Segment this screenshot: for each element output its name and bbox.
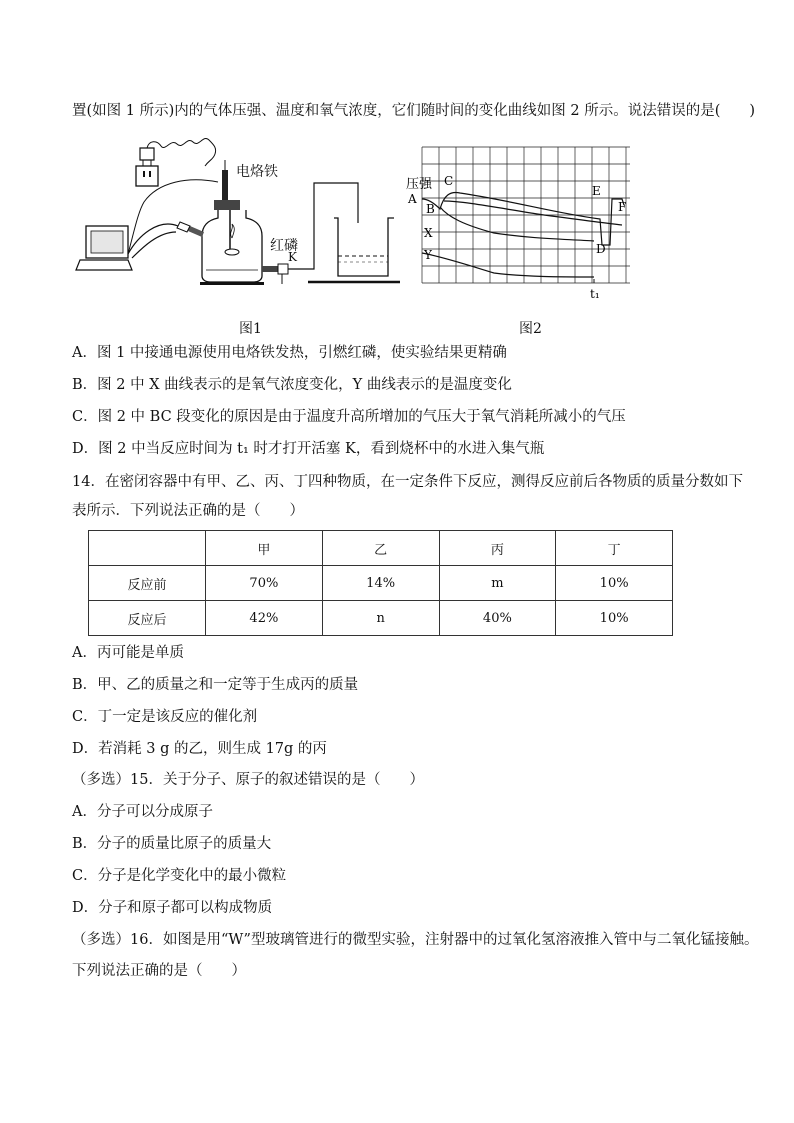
curve-y: [422, 253, 594, 277]
label-e: E: [592, 184, 601, 198]
q13-option-a: A．图 1 中接通电源使用电烙铁发热，引燃红磷，使实验结果更精确: [72, 345, 507, 361]
label-t1: t₁: [590, 287, 600, 301]
q14-option-b: B．甲、乙的质量之和一定等于生成丙的质量: [72, 677, 359, 693]
table-cell: 42%: [206, 601, 323, 636]
label-d: D: [596, 242, 606, 256]
figure-1-label-phosphorus: 红磷: [270, 238, 298, 254]
q14-option-c: C．丁一定是该反应的催化剂: [72, 709, 258, 725]
q15-option-a: A．分子可以分成原子: [72, 804, 213, 820]
label-b: B: [426, 202, 435, 216]
label-y: Y: [424, 248, 432, 262]
label-a: A: [408, 192, 417, 206]
q14-stem-line2: 表所示．下列说法正确的是（ ）: [72, 503, 304, 519]
table-cell: 反应后: [89, 601, 206, 636]
table-header-row: [89, 531, 673, 566]
chart-grid: [422, 147, 630, 283]
table-row: [89, 566, 673, 601]
pressure-curve: [422, 193, 627, 245]
curve-x: [440, 207, 594, 241]
figure-1-label-k: K: [288, 250, 297, 264]
table-header-cell: 丙: [439, 531, 556, 566]
power-socket: [136, 166, 158, 186]
table-cell: 40%: [439, 601, 556, 636]
table-cell: m: [439, 566, 556, 601]
label-f: F: [618, 200, 627, 214]
table-cell: n: [322, 601, 439, 636]
curve-upper: [444, 201, 622, 225]
table-header-cell: 甲: [206, 531, 323, 566]
table-cell: 70%: [206, 566, 323, 601]
q13-option-d: D．图 2 中当反应时间为 t₁ 时才打开活塞 K，看到烧杯中的水进入集气瓶: [72, 441, 545, 457]
q13-option-b: B．图 2 中 X 曲线表示的是氧气浓度变化，Y 曲线表示的是温度变化: [72, 377, 512, 393]
table-cell: 10%: [556, 601, 673, 636]
table-cell: 反应前: [89, 566, 206, 601]
table-cell: 10%: [556, 566, 673, 601]
q15-option-d: D．分子和原子都可以构成物质: [72, 900, 273, 916]
figure-1-caption: 图1: [239, 321, 262, 337]
q14-data-table: [88, 530, 673, 636]
q15-option-b: B．分子的质量比原子的质量大: [72, 836, 272, 852]
label-c: C: [444, 174, 454, 188]
figure-2-caption: 图2: [519, 321, 542, 337]
q16-stem-line1: （多选）16．如图是用“W”型玻璃管进行的微型实验，注射器中的过氧化氢溶液推入管中与二氧化锰接触。: [72, 932, 759, 948]
table-header-cell: 丁: [556, 531, 673, 566]
q13-option-c: C．图 2 中 BC 段变化的原因是由于温度升高所增加的气压大于氧气消耗所减小的气压: [72, 409, 626, 425]
table-header-cell: [89, 531, 206, 566]
q14-stem-line1: 14．在密闭容器中有甲、乙、丙、丁四种物质，在一定条件下反应，测得反应前后各物质的质量分数如下: [72, 474, 743, 490]
label-pressure: 压强: [406, 177, 433, 192]
q15-option-c: C．分子是化学变化中的最小微粒: [72, 868, 287, 884]
q16-stem-line2: 下列说法正确的是（ ）: [72, 963, 246, 979]
soldering-iron: [222, 170, 228, 200]
beaker: [334, 218, 394, 276]
gas-collecting-bottle: [202, 210, 262, 282]
q14-option-a: A．丙可能是单质: [72, 645, 184, 661]
table-header-cell: 乙: [322, 531, 439, 566]
q14-option-d: D．若消耗 3 g 的乙，则生成 17g 的丙: [72, 741, 327, 757]
figure-2-chart: [404, 143, 644, 303]
figure-1-label-iron: 电烙铁: [236, 164, 278, 180]
table-cell: 14%: [322, 566, 439, 601]
figure-1-beaker: [308, 180, 408, 290]
label-x: X: [424, 226, 433, 240]
q15-stem: （多选）15．关于分子、原子的叙述错误的是（ ）: [72, 772, 424, 788]
coiled-wire: [147, 138, 216, 166]
table-row: [89, 601, 673, 636]
question-intro-line: 置(如图 1 所示)内的气体压强、温度和氧气浓度，它们随时间的变化曲线如图 2 所示。说法错误的是( ): [72, 103, 756, 119]
